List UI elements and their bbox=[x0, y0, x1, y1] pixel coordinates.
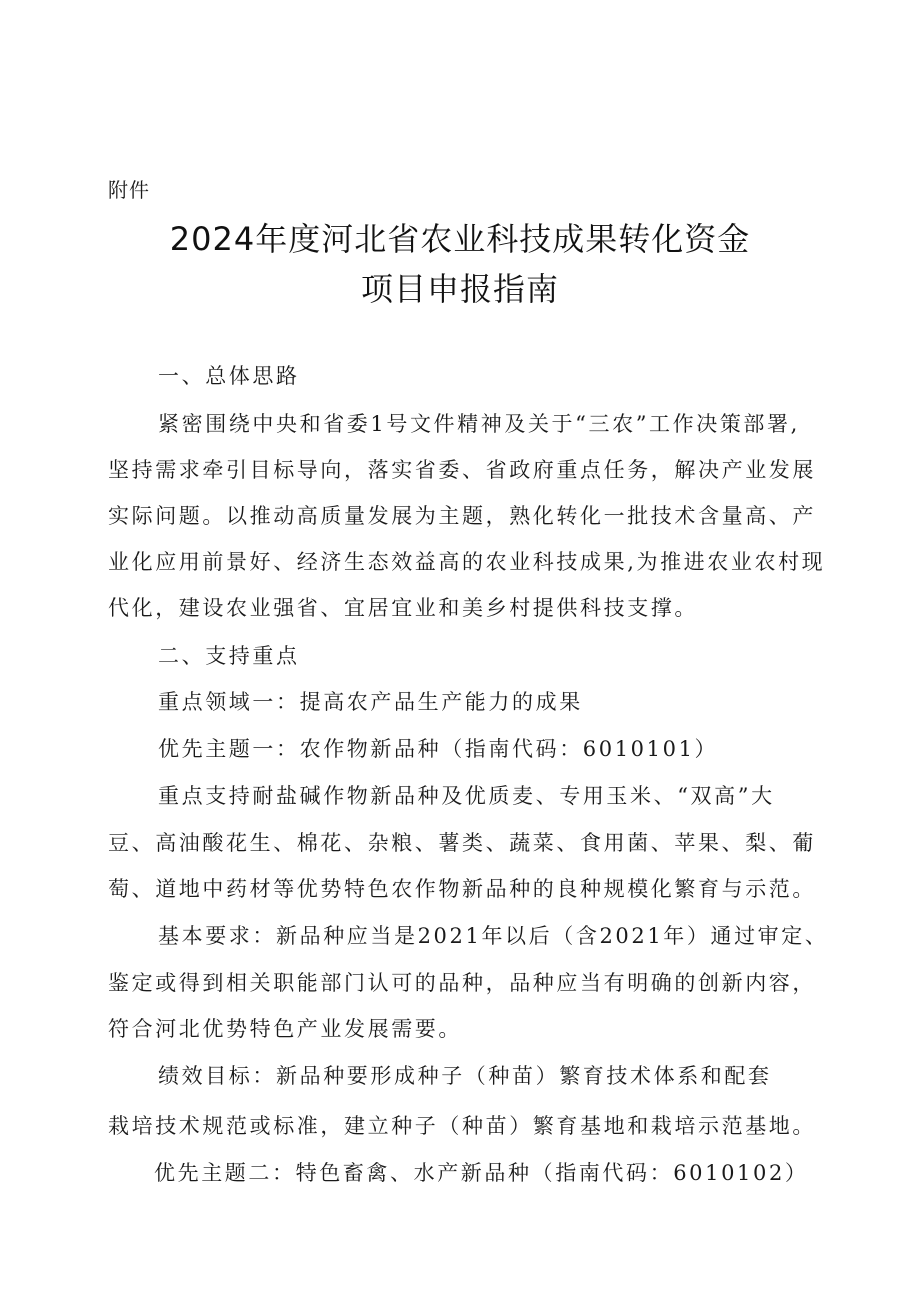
priority-topic-1: 优先主题一：农作物新品种（指南代码：6010101） bbox=[158, 737, 719, 761]
topic1-requirement-line-1: 基本要求：新品种应当是2021年以后（含2021年）通过审定、 bbox=[158, 924, 829, 948]
document-title-line2: 项目申报指南 bbox=[360, 270, 559, 308]
topic1-target-line-1: 绩效目标：新品种要形成种子（种苗）繁育技术体系和配套 bbox=[158, 1064, 772, 1088]
topic1-support-line-3: 萄、道地中药材等优势特色农作物新品种的良种规模化繁育与示范。 bbox=[108, 877, 816, 901]
section1-line-3: 实际问题。以推动高质量发展为主题，熟化转化一批技术含量高、产 bbox=[108, 504, 816, 528]
topic1-requirement-line-2: 鉴定或得到相关职能部门认可的品种，品种应当有明确的创新内容， bbox=[108, 971, 816, 995]
section1-heading: 一、总体思路 bbox=[158, 364, 300, 388]
section2-heading: 二、支持重点 bbox=[158, 644, 300, 668]
topic1-requirement-line-3: 符合河北优势特色产业发展需要。 bbox=[108, 1017, 462, 1041]
section1-line-4: 业化应用前景好、经济生态效益高的农业科技成果,为推进农业农村现 bbox=[108, 550, 826, 574]
attachment-label: 附件 bbox=[108, 178, 150, 202]
priority-topic-2: 优先主题二：特色畜禽、水产新品种（指南代码：6010102） bbox=[154, 1161, 809, 1185]
section1-line-1: 紧密围绕中央和省委1号文件精神及关于“三农”工作决策部署, bbox=[158, 412, 800, 436]
section1-line-2: 坚持需求牵引目标导向，落实省委、省政府重点任务，解决产业发展 bbox=[108, 458, 816, 482]
topic1-support-line-2: 豆、高油酸花生、棉花、杂粮、薯类、蔬菜、食用菌、苹果、梨、葡 bbox=[108, 831, 816, 855]
topic1-support-line-1: 重点支持耐盐碱作物新品种及优质麦、专用玉米、“双高”大 bbox=[158, 784, 775, 808]
section1-line-5: 代化，建设农业强省、宜居宜业和美乡村提供科技支撑。 bbox=[108, 596, 698, 620]
focus-area-1: 重点领域一：提高农产品生产能力的成果 bbox=[158, 690, 583, 714]
topic1-target-line-2: 栽培技术规范或标准，建立种子（种苗）繁育基地和栽培示范基地。 bbox=[108, 1114, 816, 1138]
document-title-line1: 2024年度河北省农业科技成果转化资金 bbox=[169, 220, 751, 258]
